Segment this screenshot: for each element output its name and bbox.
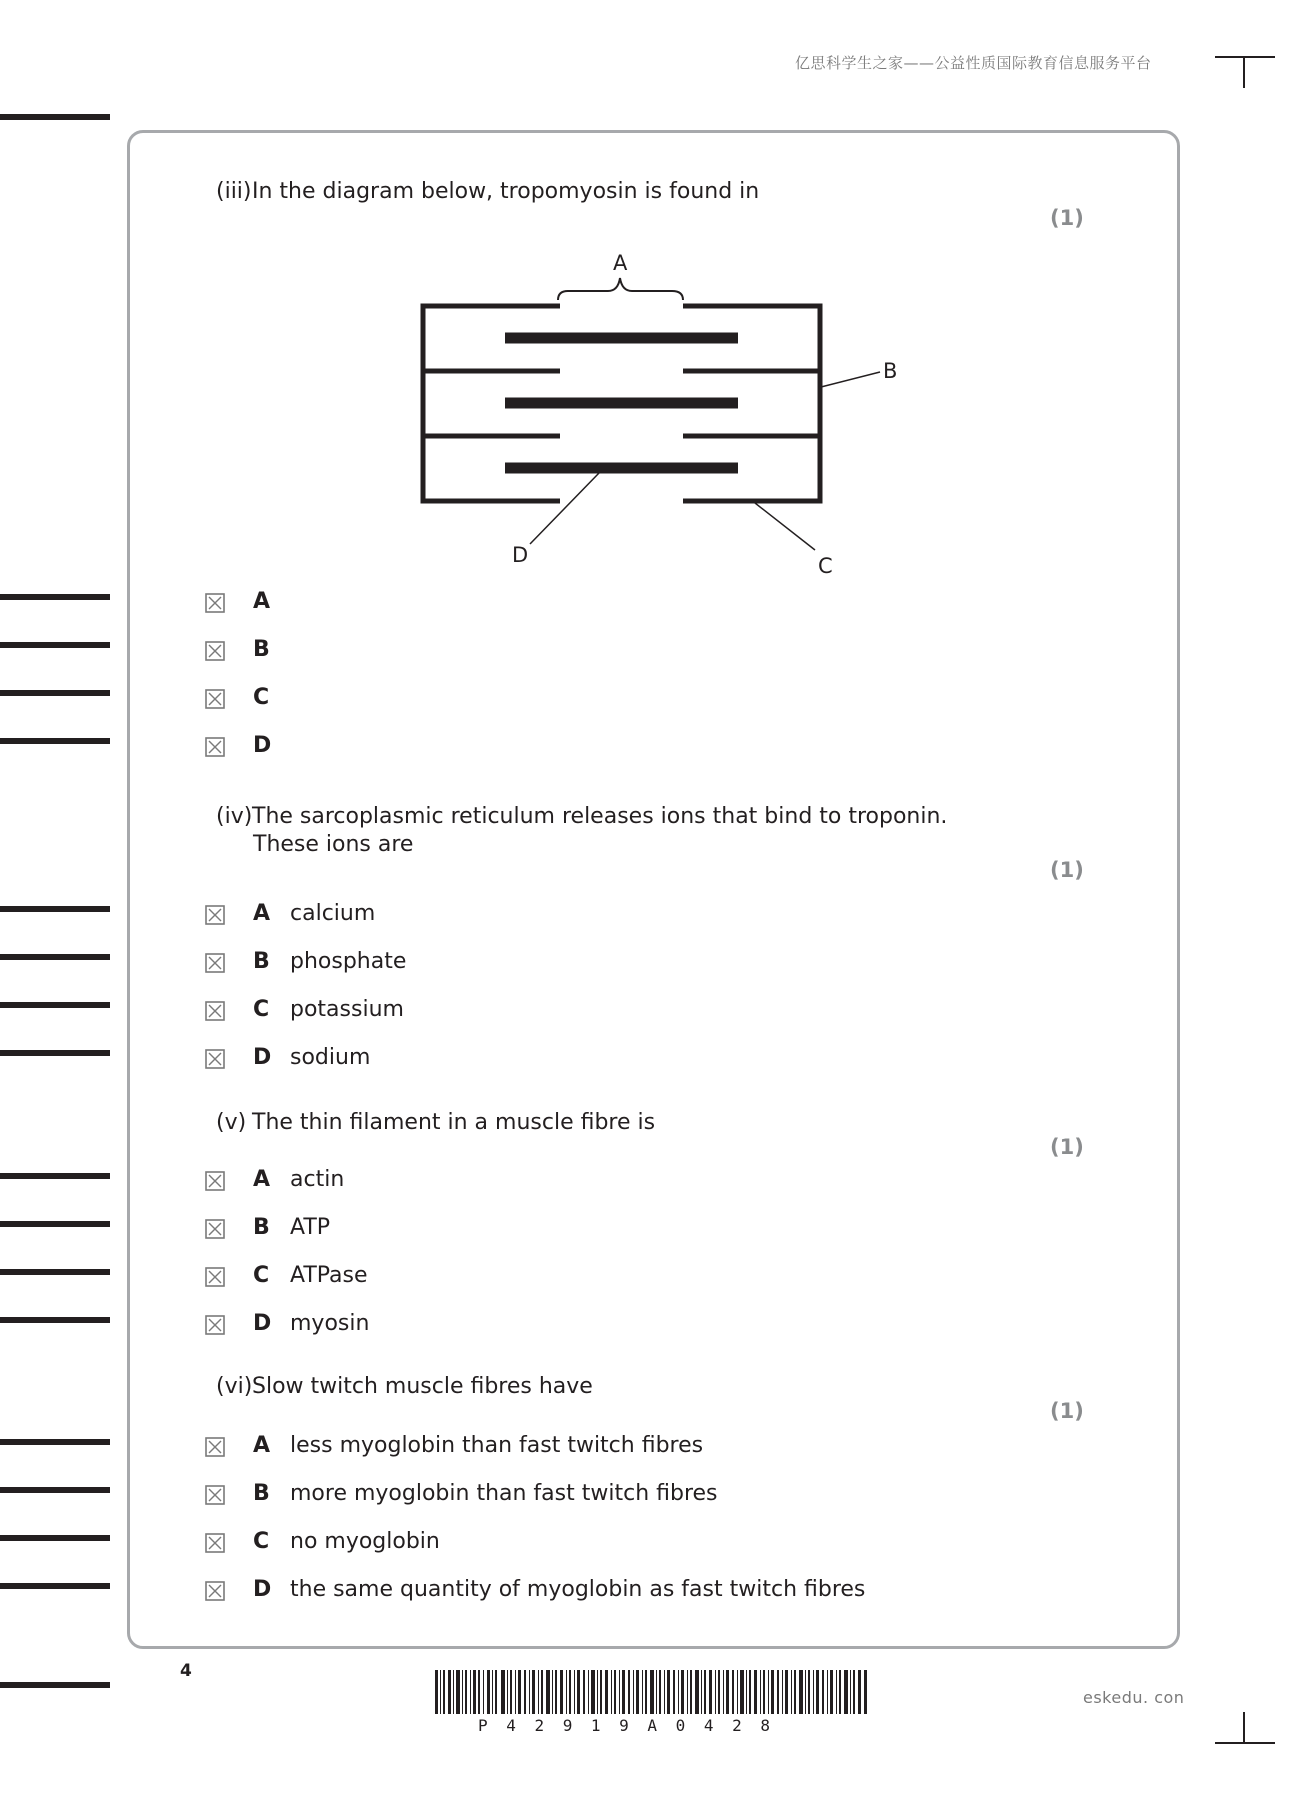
answer-checkbox-icon[interactable] [205,689,225,709]
answer-checkbox-icon[interactable] [205,1533,225,1553]
option-text: the same quantity of myoglobin as fast twitch fibres [290,1577,866,1602]
option-text: less myoglobin than fast twitch fibres [290,1433,704,1458]
margin-tick [0,1002,110,1008]
margin-tick [0,1317,110,1323]
question-text: The thin filament in a muscle fibre is [252,1110,656,1135]
diagram-label-d: D [512,543,529,567]
page-number: 4 [180,1661,192,1681]
crop-mark-top-vertical [1243,56,1245,88]
option-letter: C [253,1529,270,1554]
footer-site: eskedu. con [1083,1688,1185,1707]
answer-checkbox-icon[interactable] [205,1267,225,1287]
margin-tick [0,1269,110,1275]
question-text: Slow twitch muscle fibres have [252,1374,593,1399]
margin-tick [0,1583,110,1589]
option-letter: A [253,589,271,614]
option-letter: A [253,1433,271,1458]
question-vi [216,1373,593,1401]
option-text: ATP [290,1215,331,1240]
option-text: actin [290,1167,345,1192]
option-letter: D [253,1045,272,1070]
margin-tick [0,1221,110,1227]
option-text: calcium [290,901,376,926]
option-letter: D [253,1577,272,1602]
question-number: (iv) [216,804,253,829]
option-letter: B [253,637,270,662]
option-letter: B [253,1215,270,1240]
option-letter: C [253,685,270,710]
question-v [216,1109,655,1137]
crop-mark-bottom-vertical [1243,1712,1245,1744]
question-mark: (1) [1050,206,1084,230]
question-text: The sarcoplasmic reticulum releases ions that bind to troponin. [252,804,948,829]
barcode-number: P42919A0428 [478,1716,789,1735]
option-letter: B [253,1481,270,1506]
answer-checkbox-icon[interactable] [205,737,225,757]
question-mark: (1) [1050,1399,1084,1423]
option-letter: C [253,997,270,1022]
question-text-continued: These ions are [253,832,414,857]
margin-tick [0,642,110,648]
option-letter: A [253,1167,271,1192]
answer-checkbox-icon[interactable] [205,641,225,661]
barcode-icon [435,1670,867,1714]
diagram-label-c: C [818,554,833,578]
margin-tick [0,1439,110,1445]
crop-mark-bottom-horizontal [1215,1742,1275,1744]
answer-checkbox-icon[interactable] [205,1581,225,1601]
margin-tick [0,114,110,120]
sarcomere-diagram [400,246,920,586]
margin-tick [0,594,110,600]
answer-checkbox-icon[interactable] [205,1485,225,1505]
margin-tick [0,1535,110,1541]
question-iv [216,803,947,831]
question-number: (vi) [216,1374,253,1399]
question-mark: (1) [1050,858,1084,882]
answer-checkbox-icon[interactable] [205,953,225,973]
margin-tick [0,738,110,744]
option-text: more myoglobin than fast twitch fibres [290,1481,718,1506]
margin-tick [0,954,110,960]
answer-checkbox-icon[interactable] [205,593,225,613]
margin-tick [0,1682,110,1688]
crop-mark-top-horizontal [1215,56,1275,58]
option-text: sodium [290,1045,371,1070]
answer-checkbox-icon[interactable] [205,1001,225,1021]
option-text: potassium [290,997,404,1022]
option-letter: D [253,733,272,758]
answer-checkbox-icon[interactable] [205,1219,225,1239]
option-text: phosphate [290,949,407,974]
answer-checkbox-icon[interactable] [205,1171,225,1191]
margin-tick [0,1050,110,1056]
diagram-label-b: B [883,359,898,383]
option-text: myosin [290,1311,370,1336]
answer-checkbox-icon[interactable] [205,1437,225,1457]
question-iii [216,178,759,206]
option-letter: D [253,1311,272,1336]
answer-checkbox-icon[interactable] [205,1315,225,1335]
margin-tick [0,906,110,912]
question-number: (iii) [216,179,252,204]
diagram-label-a: A [613,251,628,275]
answer-checkbox-icon[interactable] [205,1049,225,1069]
answer-checkbox-icon[interactable] [205,905,225,925]
header-site-text: 亿思科学生之家——公益性质国际教育信息服务平台 [795,54,1152,72]
question-number: (v) [216,1110,247,1135]
option-letter: C [253,1263,270,1288]
option-letter: A [253,901,271,926]
option-text: ATPase [290,1263,368,1288]
question-text: In the diagram below, tropomyosin is found in [252,179,760,204]
margin-tick [0,690,110,696]
question-mark: (1) [1050,1135,1084,1159]
option-letter: B [253,949,270,974]
option-text: no myoglobin [290,1529,440,1554]
margin-tick [0,1487,110,1493]
margin-tick [0,1173,110,1179]
